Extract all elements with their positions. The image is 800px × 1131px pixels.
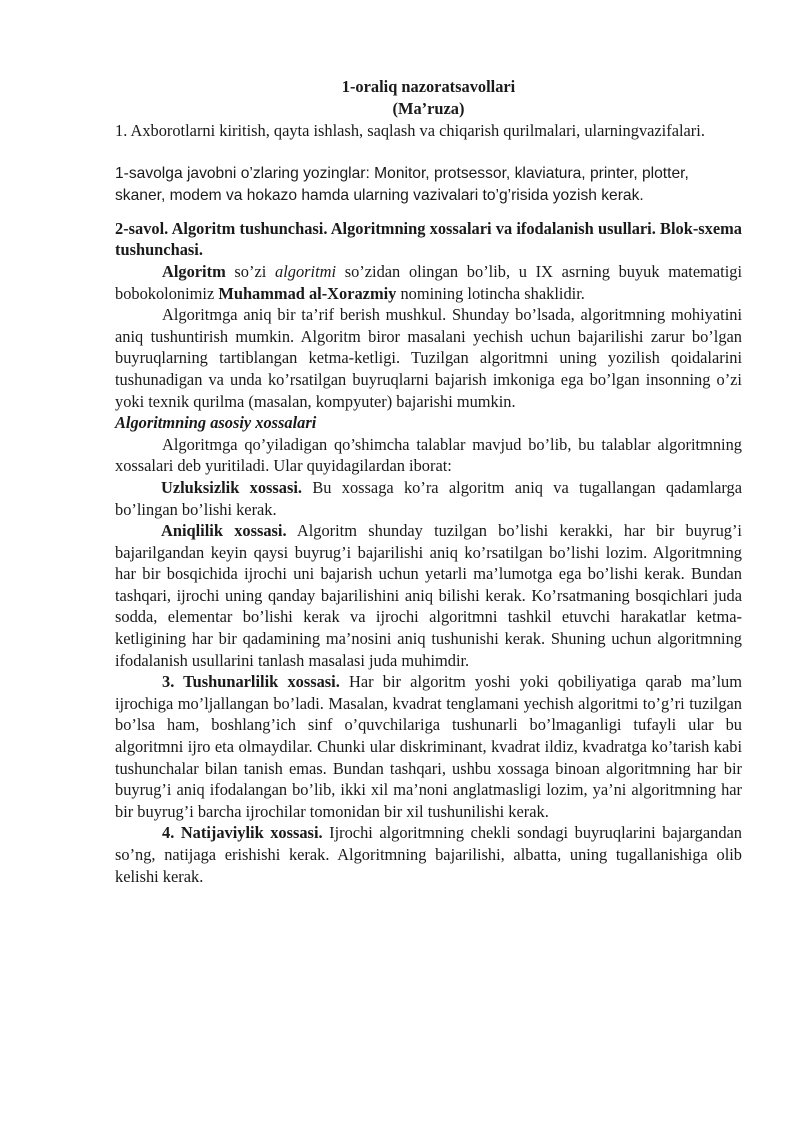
text-span: nomining lotincha shaklidir. — [396, 283, 585, 303]
answer-1-note: 1-savolga javobni o’zlaring yozinglar: Monitor, protsessor, klaviatura, printer, plotter, skaner, modem va hokazo hamda ularning vazivalari to’g’risida yozish kerak. — [115, 164, 689, 204]
property-1-name: Uzluksizlik xossasi. — [161, 477, 303, 497]
text-span: so’zidan olingan bo’lib, u IX asrning buyuk matematigi bobokolonimiz — [115, 261, 742, 303]
term-algoritmi: algoritmi — [275, 261, 337, 281]
document-page — [115, 76, 742, 887]
property-2 — [115, 520, 742, 671]
property-4-name: 4. Natijaviylik xossasi. — [162, 823, 323, 843]
property-4-text: Ijrochi algoritmning chekli sondagi buyruqlarini bajargandan so’ng, natijaga erishishi kerak. Algoritmning bajarilishi, albatta, uning tugallanishiga olib kelishi kerak. — [115, 823, 742, 886]
paragraph-intro: Algoritmga qo’yiladigan qo’shimcha talablar mavjud bo’lib, bu talablar algoritmning xossalari deb yuritiladi. Ular quyidagilardan iborat: — [115, 434, 742, 476]
title-line-2: (Ma’ruza) — [392, 98, 465, 118]
document-title — [115, 76, 742, 119]
title-line-1: 1-oraliq nazoratsavollari — [341, 77, 516, 96]
text-span: so’zi — [225, 261, 275, 281]
name-al-xorazmiy: Muhammad al-Xorazmiy — [218, 283, 397, 303]
question-1: 1. Axborotlarni kiritish, qayta ishlash, saqlash va chiqarish qurilmalari, ularningvazifalari. — [115, 121, 705, 141]
property-3 — [115, 671, 742, 822]
property-3-name: 3. Tushunarlilik xossasi. — [162, 672, 340, 692]
property-2-name: Aniqlilik xossasi. — [161, 521, 287, 541]
property-1-text: Bu xossaga ko’ra algoritm aniq va tugallangan qadamlarga bo’lingan bo’lishi kerak. — [115, 477, 742, 519]
property-3-text: Har bir algoritm yoshi yoki qobiliyatiga qarab ma’lum ijrochiga mo’ljallangan bo’ladi. Masalan, kvadrat tenglamani yechish algoritmi to’g’ri tuzilgan bo’lsa ham, boshlang’ich sinf o’quvchilariga tushunarli bo’lmaganligi tufayli ular bu algoritmni ijro eta olmaydilar. Chunki ular diskriminant, kvadrat ildiz, kvadratga ko’tarish kabi tushunchalar bilan tanish emas. Bundan tashqari, ushbu xossaga binoan algoritmning har bir buyrug’i aniq ifodalangan bo’lib, ikki xil ma’noni anglatmasligi lozim, ya’ni algoritmning har bir buyrug’i barcha ijrochilar tomonidan bir xil tushunilishi kerak. — [115, 672, 742, 821]
property-2-text: Algoritm shunday tuzilgan bo’lishi kerakki, har bir buyrug’i bajarilgandan keyin qaysi buyrug’i bajarilishi aniq ko’rsatilgan bo’lishi lozim. Algoritmning har bir bosqichida ijrochi uni bajarish uchun yetarli ma’lumotga ega bo’lishi kerak. Bundan tashqari, ijrochi uning qanday bajarilishini aniq bilishi kerak. Ko’rsatmaning bosqichlari juda sodda, elementar bo’lishi kerak va ijrochi algoritmni tashkil etuvchi harakatlar ketma-ketligining har bir qadamining ma’nosini aniq tushunishi kerak. Shuning uchun algoritmning ifodalanish usullarini tanlash masalasi juda muhimdir. — [115, 521, 742, 670]
heading-properties: Algoritmning asosiy xossalari — [115, 413, 317, 433]
paragraph-definition: Algoritmga aniq bir ta’rif berish mushkul. Shunday bo’lsada, algoritmning mohiyatini aniq tushuntirish mumkin. Algoritm biror masalani yechish uchun bajarilishi zarur bo’lgan buyruqlarning tartiblangan ketma-ketligi. Tuzilgan algoritmni uning yozilish qoidalarini tushunadigan va unda ko’rsatilgan buyruqlarni bajarish imkoniga ega bo’lgan insonning o’zi yoki texnik qurilma (masalan, kompyuter) bajarishi mumkin. — [115, 305, 742, 411]
property-4 — [115, 822, 742, 887]
term-algoritm: Algoritm — [162, 261, 226, 281]
question-2: 2-savol. Algoritm tushunchasi. Algoritmning xossalari va ifodalanish usullari. Blok-sxema tushunchasi. — [115, 218, 742, 260]
paragraph-algoritm-origin — [115, 261, 742, 304]
property-1 — [115, 477, 742, 520]
